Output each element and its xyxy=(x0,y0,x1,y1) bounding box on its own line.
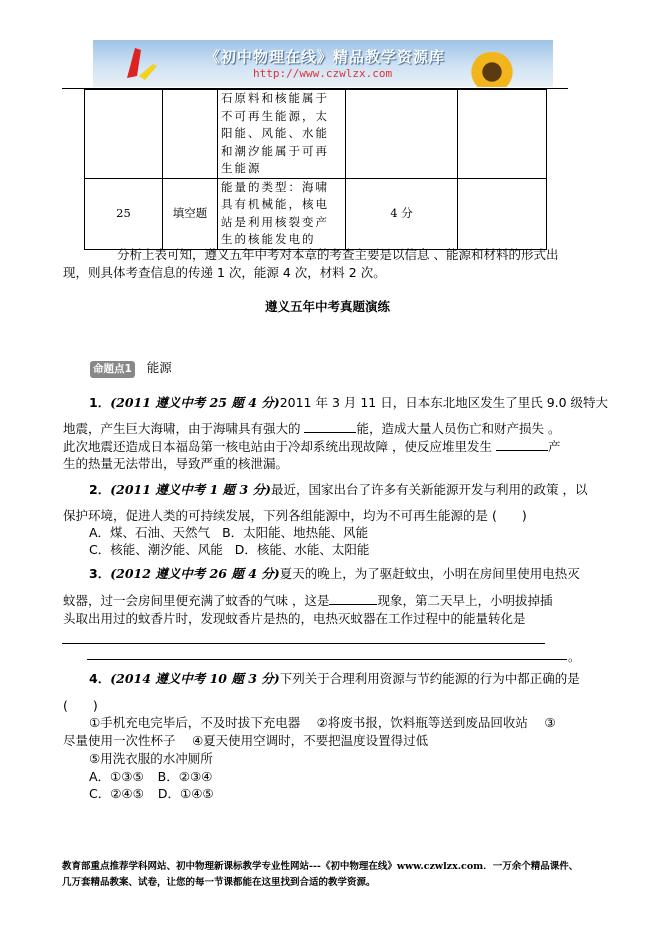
question-number: 3． xyxy=(89,566,111,581)
answer-blank[interactable] xyxy=(304,420,356,433)
logo-icon xyxy=(123,46,159,84)
question-source: (2014 遵义中考 10 题 3 分) xyxy=(110,671,280,686)
question-item: 尽量使用一次性杯子 ④夏天使用空调时，不要把温度设置得过低 xyxy=(63,733,429,748)
answer-blank[interactable] xyxy=(329,592,377,605)
header-banner xyxy=(93,40,553,87)
options-row xyxy=(89,785,214,802)
exam-table xyxy=(84,89,547,250)
question-item: ⑤用洗衣服的水冲厕所 xyxy=(89,751,213,766)
option-c[interactable]: C．核能、潮汐能、风能 xyxy=(89,542,223,557)
question-1 xyxy=(89,394,608,411)
cell-extra xyxy=(458,90,547,179)
question-number: 1． xyxy=(89,395,111,410)
cell-content: 能量的类型：海啸具有机械能，核电站是利用核裂变产生的核能发电的 xyxy=(221,179,329,246)
answer-line[interactable] xyxy=(62,643,545,644)
period: 。 xyxy=(568,649,581,664)
question-text: 夏天的晚上，为了驱赶蚊虫，小明在房间里使用电热灭 xyxy=(279,566,580,581)
cell-content: 石原料和核能属于不可再生能源，太阳能、风能、水能和潮汐能属于可再生能源 xyxy=(221,91,329,175)
banner-title: 《初中物理在线》精品教学资源库 xyxy=(205,48,446,66)
text: 蚊器，过一会房间里便充满了蚊香的气味 ，这是 xyxy=(63,593,330,608)
text: 产 xyxy=(547,439,561,454)
cell-score xyxy=(346,90,458,179)
topic-badge: 命题点1 xyxy=(90,361,135,378)
option-a[interactable]: A．煤、石油、天然气 xyxy=(89,525,211,540)
option-d[interactable]: D．核能、水能、太阳能 xyxy=(234,542,370,557)
option-b[interactable]: B．太阳能、地热能、风能 xyxy=(222,525,369,540)
topic-heading xyxy=(90,359,172,378)
option-c[interactable]: C．②④⑤ xyxy=(89,786,144,801)
question-text xyxy=(63,420,560,437)
question-text: 最近，国家出台了许多有关新能源开发与利用的政策 ，以 xyxy=(270,482,588,497)
question-number: 4． xyxy=(89,671,111,686)
answer-blank[interactable] xyxy=(496,438,548,451)
question-text xyxy=(63,438,560,455)
question-source: (2011 遵义中考 1 题 3 分) xyxy=(110,482,271,497)
question-2 xyxy=(89,481,587,498)
text: 地震，产生巨大海啸，由于海啸具有强大的 xyxy=(63,421,305,436)
sunflower-image xyxy=(468,52,516,87)
question-4 xyxy=(89,670,580,687)
cell-extra xyxy=(458,178,547,249)
question-text: 下列关于合理利用资源与节约能源的行为中都正确的是 xyxy=(279,671,580,686)
option-a[interactable]: A．①③⑤ xyxy=(89,769,144,784)
cell-num: 25 xyxy=(85,178,163,249)
question-item: ①手机充电完毕后，不及时拔下充电器 ②将废书报，饮料瓶等送到废品回收站 ③ xyxy=(89,715,556,730)
table-row xyxy=(85,90,547,179)
question-text: 保护环境，促进人类的可持续发展，下列各组能源中，均为不可再生能源的是 ( ) xyxy=(63,508,527,523)
cell-type: 填空题 xyxy=(163,178,218,249)
question-text: 生的热量无法带出，导致严重的核泄漏。 xyxy=(63,456,289,471)
section-title: 遵义五年中考真题演练 xyxy=(265,299,391,314)
question-text: 2011 年 3 月 11 日，日本东北地区发生了里氏 9.0 级特大 xyxy=(279,395,609,410)
analysis-line: 现，则具体考查信息的传递 1 次，能源 4 次，材料 2 次。 xyxy=(63,265,386,280)
text: 此次地震还造成日本福岛第一核电站由于冷却系统出现故障 ，使反应堆里发生 xyxy=(63,439,496,454)
footer-line: 几万套精品教案、试卷，让您的每一节课都能在这里找到合适的教学资源。 xyxy=(62,877,376,888)
cell-type xyxy=(163,90,218,179)
text: 现象，第二天早上，小明拔掉插 xyxy=(377,593,553,608)
question-text xyxy=(63,592,553,609)
answer-line[interactable] xyxy=(87,659,567,660)
question-number: 2． xyxy=(89,482,111,497)
topic-label: 能源 xyxy=(146,360,172,375)
option-b[interactable]: B．②③④ xyxy=(157,769,213,784)
question-source: (2012 遵义中考 26 题 4 分) xyxy=(110,566,280,581)
cell-num xyxy=(85,90,163,179)
question-3 xyxy=(89,565,580,582)
cell-score: 4 分 xyxy=(346,178,458,249)
options-row xyxy=(89,541,369,558)
question-text: 头取出用过的蚊香片时，发现蚊香片是热的，电热灭蚊器在工作过程中的能量转化是 xyxy=(63,611,526,626)
answer-paren[interactable]: ( ) xyxy=(63,698,98,713)
option-d[interactable]: D．①④⑤ xyxy=(157,786,214,801)
footer-line: 教育部重点推荐学科网站、初中物理新课标教学专业性网站---《初中物理在线》www.czwlzx.com．一万余个精品课件、 xyxy=(62,861,579,872)
options-row xyxy=(89,524,368,541)
options-row xyxy=(89,768,212,785)
banner-url[interactable]: http://www.czwlzx.com xyxy=(253,67,393,80)
table-row xyxy=(85,178,547,249)
text: 能，造成大量人员伤亡和财产损失 。 xyxy=(356,421,561,436)
analysis-line: 分析上表可知，遵义五年中考对本章的考查主要是以信息 、能源和材料的形式出 xyxy=(117,247,559,262)
question-source: (2011 遵义中考 25 题 4 分) xyxy=(110,395,280,410)
